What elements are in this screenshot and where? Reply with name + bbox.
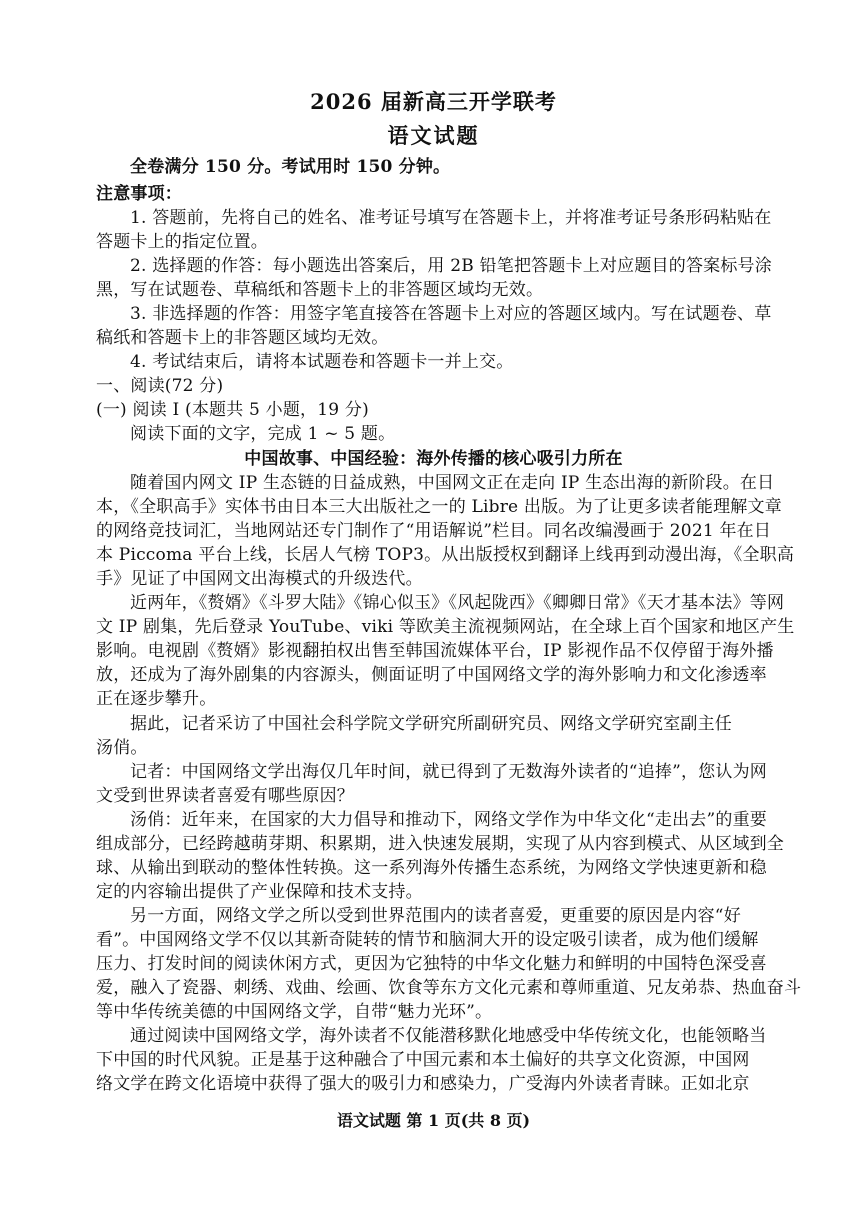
article-line: 另一方面，网络文学之所以受到世界范围内的读者喜爱，更重要的原因是内容“好 [130, 906, 741, 926]
article-line: 手》见证了中国网文出海模式的升级迭代。 [96, 569, 423, 589]
section-subheading: (一) 阅读 I (本题共 5 小题，19 分) [96, 400, 369, 420]
article-line: 正在逐步攀升。 [96, 689, 217, 709]
article-line: 汤俏：近年来，在国家的大力倡导和推动下，网络文学作为中华文化“走出去”的重要 [130, 810, 767, 830]
article-line: 放，还成为了海外剧集的内容源头，侧面证明了中国网络文学的海外影响力和文化渗透率 [96, 665, 767, 685]
article-line: 等中华传统美德的中国网络文学，自带“魅力光环”。 [96, 1002, 493, 1022]
article-line: 随着国内网文 IP 生态链的日益成熟，中国网文正在走向 IP 生态出海的新阶段。在日 [130, 473, 775, 493]
article-line: 文 IP 剧集，先后登录 YouTube、viki 等欧美主流视频网站，在全球上百个国家和地区产生 [96, 617, 795, 637]
reading-instruction: 阅读下面的文字，完成 1 ~ 5 题。 [130, 424, 396, 444]
article-line: 本，《全职高手》实体书由日本三大出版社之一的 Libre 出版。为了让更多读者能理解文章 [96, 497, 782, 517]
article-line: 的网络竞技词汇，当地网站还专门制作了“用语解说”栏目。同名改编漫画于 2021 年在日 [96, 521, 772, 541]
article-line: 汤俏。 [96, 738, 148, 758]
exam-title: 2026 届新高三开学联考 [310, 89, 557, 114]
article-line: 影响。电视剧《赘婿》影视翻拍权出售至韩国流媒体平台，IP 影视作品不仅停留于海外播 [96, 641, 774, 661]
section-heading: 一、阅读(72 分) [96, 376, 224, 396]
article-line: 爱，融入了瓷器、刺绣、戏曲、绘画、饮食等东方文化元素和尊师重道、兄友弟恭、热血奋斗 [96, 978, 802, 998]
page-footer: 语文试题 第 1 页(共 8 页) [336, 1111, 531, 1130]
article-line: 络文学在跨文化语境中获得了强大的吸引力和感染力，广受海内外读者青睐。正如北京 [96, 1074, 750, 1094]
article-line: 据此，记者采访了中国社会科学院文学研究所副研究员、网络文学研究室副主任 [130, 714, 732, 734]
notice-line: 2. 选择题的作答：每小题选出答案后，用 2B 铅笔把答题卡上对应题目的答案标号涂 [130, 256, 772, 276]
article-line: 通过阅读中国网络文学，海外读者不仅能潜移默化地感受中华传统文化，也能领略当 [130, 1026, 767, 1046]
article-line: 本 Piccoma 平台上线，长居人气榜 TOP3。从出版授权到翻译上线再到动漫出海，《全职高 [96, 545, 795, 565]
article-line: 近两年，《赘婿》《斗罗大陆》《锦心似玉》《风起陇西》《卿卿日常》《天才基本法》等网 [130, 593, 785, 613]
article-line: 定的内容输出提供了产业保障和技术支持。 [96, 882, 423, 902]
article-line: 文受到世界读者喜爱有哪些原因？ [96, 786, 354, 806]
notice-line: 3. 非选择题的作答：用签字笔直接答在答题卡上对应的答题区域内。写在试题卷、草 [130, 304, 772, 324]
scoring-note: 全卷满分 150 分。考试用时 150 分钟。 [130, 157, 451, 177]
article-line: 压力、打发时间的阅读休闲方式，更因为它独特的中华文化魅力和鲜明的中国特色深受喜 [96, 954, 767, 974]
notice-line: 答题卡上的指定位置。 [96, 232, 268, 252]
article-line: 组成部分，已经跨越萌芽期、积累期，进入快速发展期，实现了从内容到模式、从区域到全 [96, 834, 784, 854]
notice-heading: 注意事项： [96, 184, 182, 204]
article-line: 看”。中国网络文学不仅以其新奇陡转的情节和脑洞大开的设定吸引读者，成为他们缓解 [96, 930, 759, 950]
notice-line: 4. 考试结束后，请将本试题卷和答题卡一并上交。 [130, 352, 514, 372]
article-title: 中国故事、中国经验：海外传播的核心吸引力所在 [244, 449, 623, 469]
notice-line: 稿纸和答题卡上的非答题区域均无效。 [96, 328, 389, 348]
exam-subject: 语文试题 [387, 123, 480, 148]
article-line: 记者：中国网络文学出海仅几年时间，就已得到了无数海外读者的“追捧”，您认为网 [130, 762, 767, 782]
notice-line: 黑，写在试题卷、草稿纸和答题卡上的非答题区域均无效。 [96, 280, 544, 300]
article-line: 下中国的时代风貌。正是基于这种融合了中国元素和本土偏好的共享文化资源，中国网 [96, 1050, 750, 1070]
article-line: 球、从输出到联动的整体性转换。这一系列海外传播生态系统，为网络文学快速更新和稳 [96, 858, 767, 878]
notice-line: 1. 答题前，先将自己的姓名、准考证号填写在答题卡上，并将准考证号条形码粘贴在 [130, 208, 772, 228]
